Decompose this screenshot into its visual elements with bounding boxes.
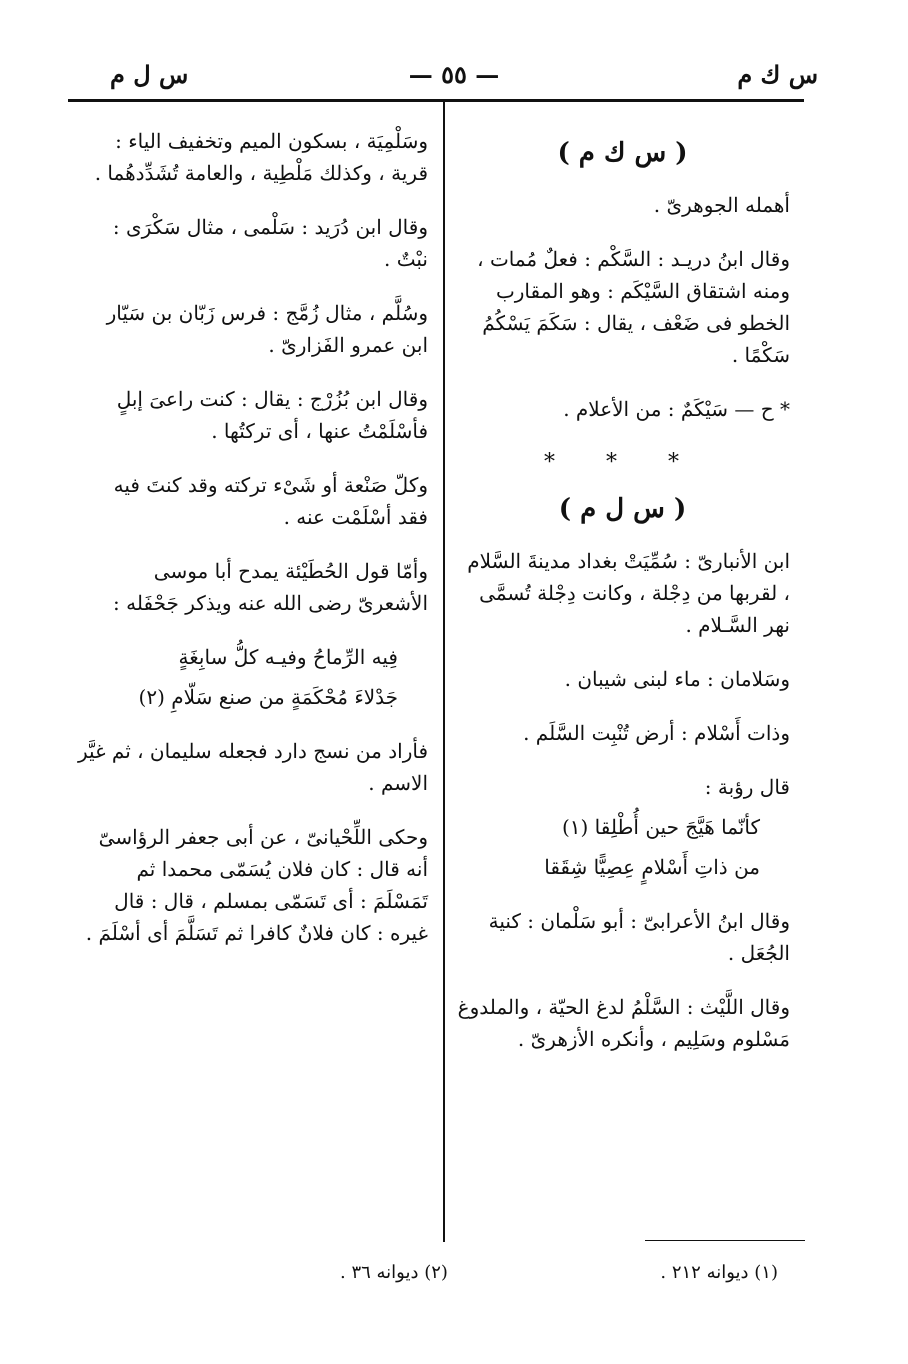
page-number: — ٥٥ — (408, 60, 500, 89)
entry-heading-skm: ( س ك م ) (557, 138, 688, 168)
paragraph: وسَلامان : ماء لبنى شيبان . (564, 667, 790, 691)
header-rule (68, 99, 804, 102)
paragraph: وقال ابن بُزُرْج : يقال : كنت راعىَ إبلٍ فأسْلَمْتُ عنها ، أى تركتُها . (116, 387, 428, 443)
paragraph: وحكى اللِّحْيانىّ ، عن أبى جعفر الرؤاسىّ أنه قال : كان فلان يُسَمّى محمدا ثم تَمَسْلَمَ : أى تَسَمّى بمسلم ، قال : قال غيره : كان فلانٌ كافرا ثم تَسَلَّمَ أى أسْلَمَ . (85, 825, 428, 945)
footnote-1: (١) ديوانه ٢١٢ . (660, 1262, 778, 1283)
verse-line: فِيه الرِّماحُ وفيـه كلُّ سابِغَةٍ (178, 645, 398, 669)
paragraph: وقال ابنُ دريـد : السَّكْم : فعلٌ مُمات ، ومنه اشتقاق السَّيْكَم : وهو المقارب الخطو فى ضَعْف ، يقال : سَكَمَ يَسْكُمُ سَكْمًا . (477, 247, 790, 367)
paragraph: * ح — سَيْكَمٌ : من الأعلام . (563, 397, 790, 421)
paragraph: وقال ابنُ الأعرابىّ : أبو سَلْمان : كنية الجُعَل . (488, 909, 790, 965)
paragraph: فأراد من نسج دارد فجعله سليمان ، ثم غيَّر الاسم . (78, 739, 428, 795)
paragraph: قال رؤبة : (704, 775, 790, 799)
verse-line: من ذاتِ أَسْلامٍ عِصِيًّا شِقَقا (544, 855, 760, 879)
paragraph: وسُلَّم ، مثال زُمَّج : فرس زَبّان بن سَيّار ابن عمرو الفَزارىّ . (106, 301, 428, 357)
paragraph: وذات أَسْلام : أرض تُنْبِت السَّلَم . (523, 721, 790, 745)
paragraph: وأمّا قول الحُطَيْئة يمدح أبا موسى الأشعرىّ رضى الله عنه ويذكر جَحْفَله : (113, 559, 428, 615)
right-column (455, 125, 790, 1077)
verse-line: كأنّما هَيَّجَ حين أُطْلِقا (١) (561, 815, 760, 839)
entry-heading-slm: ( س ل م ) (558, 494, 687, 524)
verse-line: جَدْلاءَ مُحْكَمَةٍ من صنع سَلّامِ (٢) (138, 685, 398, 709)
left-column (78, 125, 428, 971)
paragraph: وقال اللَّيْث : السَّلْمُ لدغ الحيّة ، والملدوغ مَسْلوم وسَلِيم ، وأنكره الأزهرىّ . (457, 995, 790, 1051)
paragraph: ابن الأنبارىّ : سُمِّيَتْ بغداد مدينةَ السَّلام ، لقربها من دِجْلة ، وكانت دِجْلة تُسمَّى نهر السَّـلام . (467, 549, 790, 637)
paragraph: وسَلْمِيَة ، بسكون الميم وتخفيف الياء : قرية ، وكذلك مَلْطِية ، والعامة تُشَدِّدهُما . (94, 129, 428, 185)
section-separator: * * * (544, 450, 701, 475)
footnote-rule (645, 1240, 805, 1241)
running-head-left: س ل م (110, 60, 189, 89)
column-divider (443, 102, 445, 1242)
footnote-2: (٢) ديوانه ٣٦ . (340, 1262, 448, 1283)
running-head-right: س ك م (737, 60, 818, 89)
paragraph: وقال ابن دُرَيد : سَلْمى ، مثال سَكْرَى : نبْتٌ . (112, 215, 428, 271)
paragraph: وكلّ صَنْعة أو شَىْء تركته وقد كنتَ فيه فقد أسْلَمْت عنه . (113, 473, 428, 529)
paragraph: أهمله الجوهرىّ . (653, 193, 790, 217)
